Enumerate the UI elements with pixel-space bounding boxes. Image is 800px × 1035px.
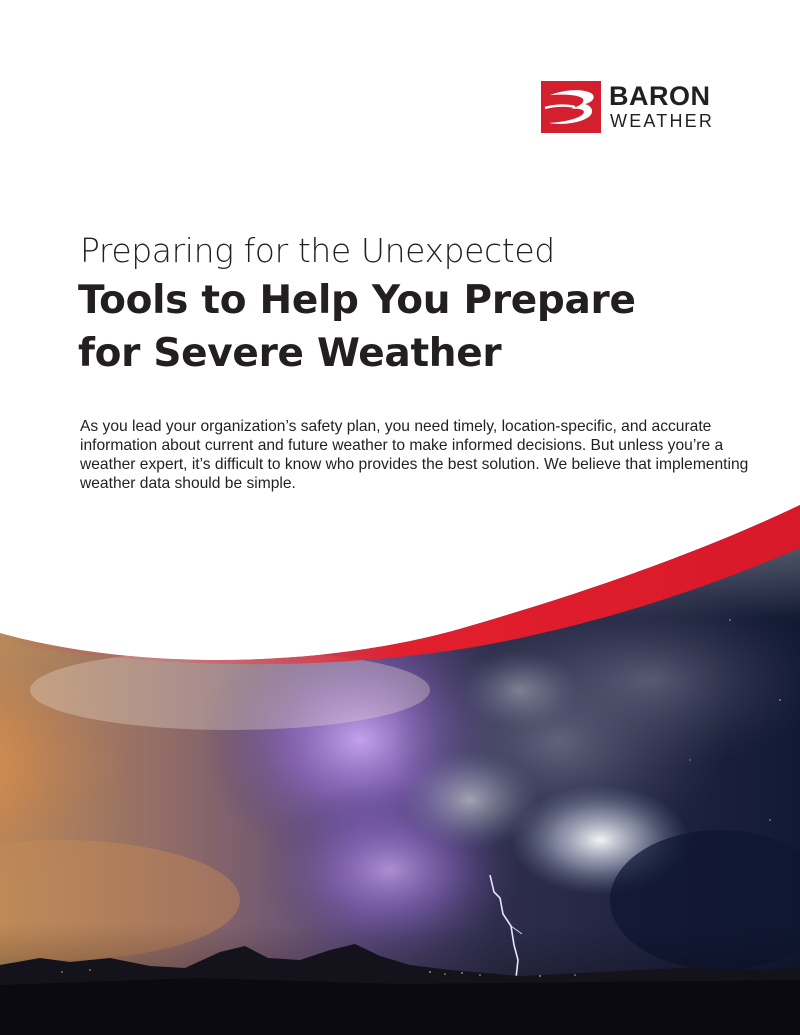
intro-paragraph: As you lead your organization’s safety plan, you need timely, location-specific, and accurate information about current and future weather to make informed decisions. But unless you’re a weather expert, it’s difficult to know who provides the best solution. We believe that implementing weather data should be simple. bbox=[80, 417, 749, 492]
logo-name-baron: BARON bbox=[609, 81, 711, 111]
page-title-line-2: for Severe Weather bbox=[78, 331, 502, 376]
baron-b-logo-icon bbox=[541, 81, 601, 133]
page-title bbox=[78, 274, 778, 380]
page-kicker: Preparing for the Unexpected bbox=[80, 231, 555, 270]
baron-weather-logo bbox=[541, 80, 741, 134]
logo-name-weather: WEATHER bbox=[610, 111, 715, 131]
page-title-line-1: Tools to Help You Prepare bbox=[78, 278, 636, 323]
